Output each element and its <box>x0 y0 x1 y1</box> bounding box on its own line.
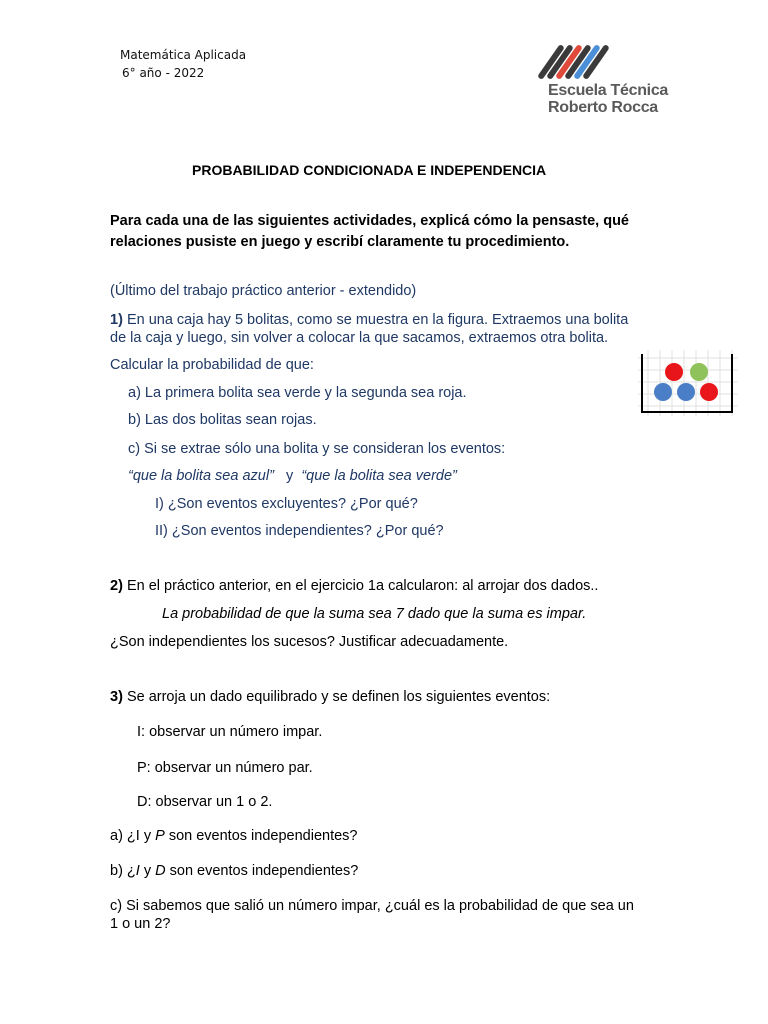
ex3-event-i: I: observar un número impar. <box>137 724 323 740</box>
event-verde: “que la bolita sea verde” <box>301 468 457 484</box>
ex1-question-1: I) ¿Son eventos excluyentes? ¿Por qué? <box>155 496 418 512</box>
ex1-item-c: c) Si se extrae sólo una bolita y se consideran los eventos: <box>128 441 506 457</box>
logo-line1: Escuela Técnica <box>548 82 669 99</box>
ex1-item-a: a) La primera bolita sea verde y la segunda sea roja. <box>128 385 467 401</box>
ex1-question-2: II) ¿Son eventos independientes? ¿Por qué? <box>155 523 444 539</box>
ex3-item-c-line2: 1 o un 2? <box>110 916 171 932</box>
subject-label: Matemática Aplicada <box>120 48 247 62</box>
ex3-item-b <box>110 861 358 881</box>
ball-green <box>690 363 708 381</box>
ball-blue <box>654 383 672 401</box>
ex1-note: (Último del trabajo práctico anterior - extendido) <box>110 283 417 299</box>
ball-box-figure <box>638 350 738 416</box>
ex3-b-var2: D <box>155 863 166 879</box>
ex3-b-pre: b) ¿ <box>110 863 136 879</box>
ex1-line1-text: En una caja hay 5 bolitas, como se muestra en la figura. Extraemos una bolita <box>126 312 629 328</box>
ex3-b-mid: y <box>139 863 156 879</box>
ex1-prompt: Calcular la probabilidad de que: <box>110 357 314 373</box>
ex3-number: 3) <box>110 689 123 705</box>
event-azul: “que la bolita sea azul” <box>128 468 274 484</box>
ex2-line1 <box>110 576 598 596</box>
ex3-event-p: P: observar un número par. <box>137 760 313 776</box>
logo-stripes <box>542 40 612 80</box>
ball-blue <box>677 383 695 401</box>
ball-red <box>665 363 683 381</box>
ex3-item-a <box>110 826 357 846</box>
ex1-number: 1) <box>110 312 123 328</box>
ex3-a-var: P <box>155 828 165 844</box>
box-outline <box>642 354 732 412</box>
ex3-item-c-line1: c) Si sabemos que salió un número impar, ¿cuál es la probabilidad de que sea un <box>110 898 634 914</box>
ex1-line2: de la caja y luego, sin volver a colocar la que sacamos, extraemos otra bolita. <box>110 330 609 346</box>
year-label: 6° año - 2022 <box>122 66 205 80</box>
ex2-line1-text: En el práctico anterior, en el ejercicio 1a calcularon: al arrojar dos dados.. <box>126 578 599 594</box>
ex3-b-post: son eventos independientes? <box>165 863 359 879</box>
ex3-b-var1: I <box>135 863 140 879</box>
ex1-events <box>128 466 457 486</box>
ex3-event-d: D: observar un 1 o 2. <box>137 794 273 810</box>
ex2-quote: La probabilidad de que la suma sea 7 dado que la suma es impar. <box>162 606 587 622</box>
ball-red <box>700 383 718 401</box>
ex1-line1 <box>110 310 628 330</box>
ex3-a-pre: a) ¿I y <box>110 828 156 844</box>
school-logo <box>536 40 676 120</box>
ex2-number: 2) <box>110 578 123 594</box>
event-and: y <box>286 468 294 484</box>
logo-line2: Roberto Rocca <box>548 99 658 116</box>
ex3-line1 <box>110 687 550 707</box>
intro-line2: relaciones pusiste en juego y escribí claramente tu procedimiento. <box>110 234 570 250</box>
ex1-item-b: b) Las dos bolitas sean rojas. <box>128 412 317 428</box>
ex3-line1-text: Se arroja un dado equilibrado y se definen los siguientes eventos: <box>126 689 551 705</box>
figure-grid <box>638 350 738 416</box>
ex2-question: ¿Son independientes los sucesos? Justificar adecuadamente. <box>110 634 509 650</box>
ex3-a-post: son eventos independientes? <box>164 828 358 844</box>
page-title: PROBABILIDAD CONDICIONADA E INDEPENDENCIA <box>192 162 547 178</box>
intro-line1: Para cada una de las siguientes actividades, explicá cómo la pensaste, qué <box>110 213 629 229</box>
